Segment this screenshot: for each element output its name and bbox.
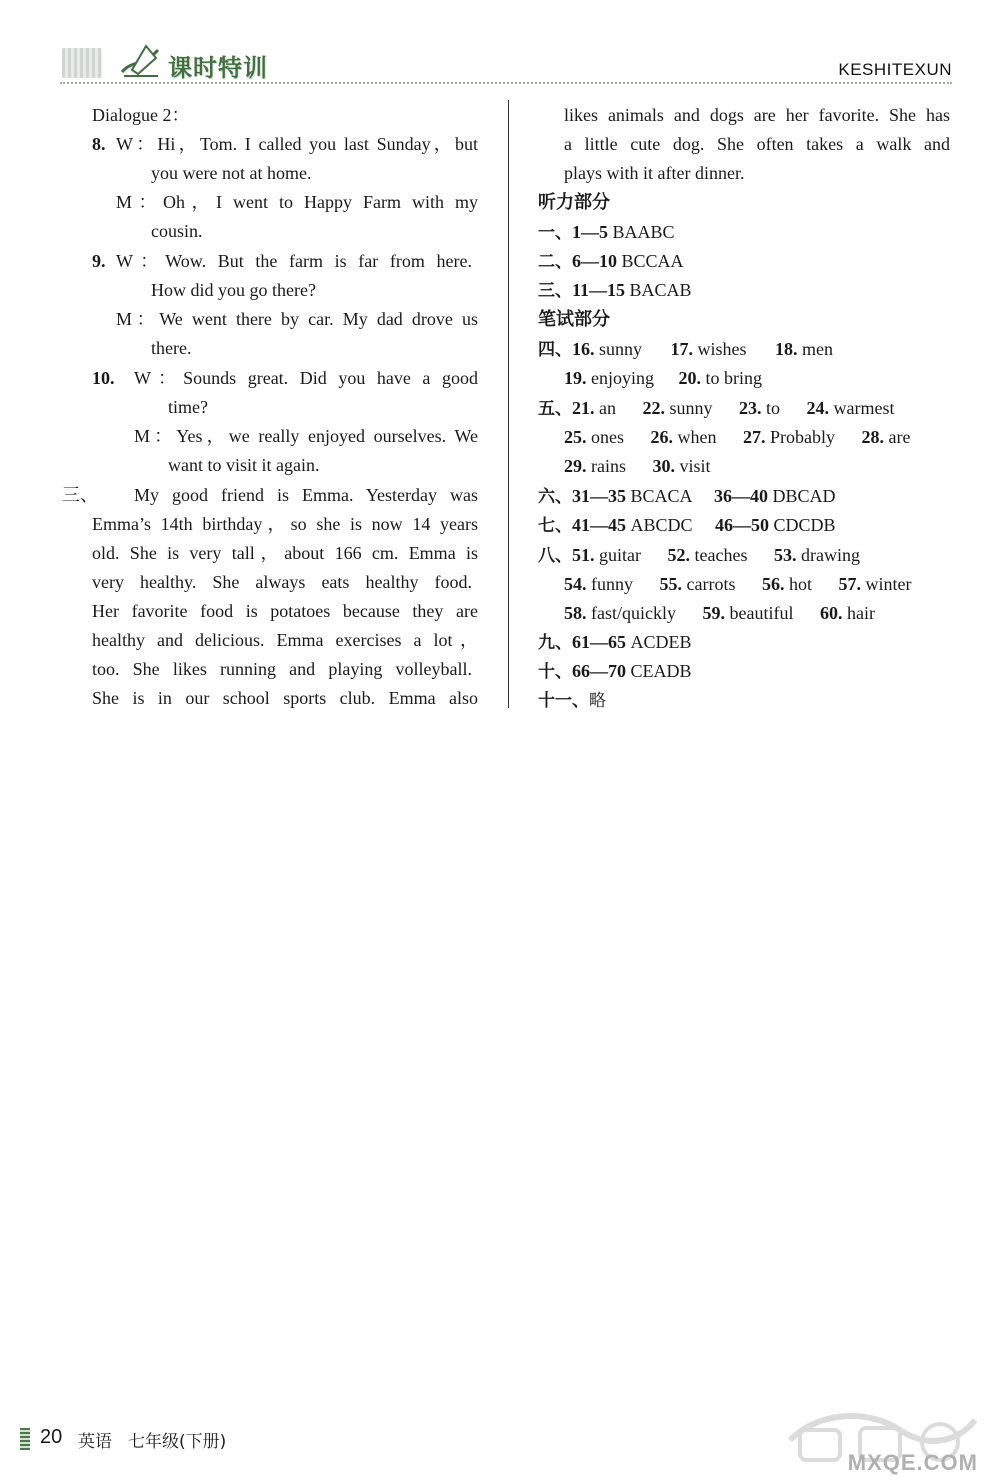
- answer-row-6: 六、31—35 BCACA 36—40 DBCAD: [538, 486, 836, 507]
- passage-line: plays with it after dinner.: [564, 163, 745, 183]
- passage-line: very healthy. She always eats healthy food.: [92, 572, 472, 592]
- q10-number: 10.: [92, 368, 115, 388]
- passage-line: old. She is very tall，about 166 cm. Emma is: [92, 543, 478, 563]
- header-rule: [60, 82, 952, 84]
- answer-row-10: 十、66—70 CEADB: [538, 661, 692, 682]
- column-divider: [508, 100, 509, 708]
- q10-m-line1: M：Yes，we really enjoyed ourselves. We: [134, 426, 478, 446]
- q10-w-line1: W：Sounds great. Did you have a good: [134, 368, 478, 388]
- dialogue-title: Dialogue 2：: [92, 105, 190, 125]
- answer-row-8b: 54. funny 55. carrots 56. hot 57. winter: [564, 574, 912, 594]
- answer-row-4: 四、16. sunny 17. wishes 18. men: [538, 339, 834, 360]
- q8-m-line2: cousin.: [151, 221, 203, 241]
- q8-w-line1: W：Hi，Tom. I called you last Sunday，but: [116, 134, 478, 154]
- watermark-text: MXQE.COM: [847, 1450, 978, 1475]
- answer-row-8: 八、51. guitar 52. teaches 53. drawing: [538, 545, 860, 566]
- q8-w-line2: you were not at home.: [151, 163, 312, 183]
- answer-row-1: 一、1—5 BAABC: [538, 222, 675, 243]
- passage-line: My good friend is Emma. Yesterday was: [134, 485, 478, 505]
- answer-row-3: 三、11—15 BACAB: [538, 280, 692, 301]
- answer-row-4b: 19. enjoying 20. to bring: [564, 368, 762, 388]
- answer-row-7: 七、41—45 ABCDC 46—50 CDCDB: [538, 515, 836, 536]
- q10-m-line2: want to visit it again.: [168, 455, 320, 475]
- grade-label: 七年级(下册): [128, 1432, 227, 1452]
- q10-w-line2: time?: [168, 397, 208, 417]
- logo-pattern: [62, 48, 102, 78]
- page-header: [0, 0, 1000, 96]
- passage-line: healthy and delicious. Emma exercises a lot，: [92, 630, 478, 650]
- q9-m-line1: M：We went there by car. My dad drove us: [116, 309, 478, 329]
- passage-label: 三、: [62, 485, 98, 505]
- answer-row-2: 二、6—10 BCCAA: [538, 251, 684, 272]
- brand-title: 课时特训: [168, 54, 268, 82]
- answer-row-8c: 58. fast/quickly 59. beautiful 60. hair: [564, 603, 875, 623]
- passage-line: likes animals and dogs are her favorite. She has: [564, 105, 950, 125]
- passage-line: Emma’s 14th birthday，so she is now 14 years: [92, 514, 478, 534]
- q8-number: 8.: [92, 134, 106, 154]
- answer-row-5: 五、21. an 22. sunny 23. to 24. warmest: [538, 398, 895, 419]
- answer-row-5b: 25. ones 26. when 27. Probably 28. are: [564, 427, 911, 447]
- answer-row-5c: 29. rains 30. visit: [564, 456, 711, 476]
- passage-line: a little cute dog. She often takes a walk and: [564, 134, 950, 154]
- brand-title-en: KESHITEXUN: [838, 60, 952, 79]
- q9-number: 9.: [92, 251, 106, 271]
- answer-row-11: 十一、略: [538, 691, 606, 711]
- q8-m-line1: M：Oh，I went to Happy Farm with my: [116, 192, 478, 212]
- footer-mark: [20, 1428, 30, 1450]
- q9-m-line2: there.: [151, 338, 192, 358]
- listening-title: 听力部分: [538, 192, 610, 213]
- answer-row-9: 九、61—65 ACDEB: [538, 632, 692, 653]
- writing-title: 笔试部分: [538, 309, 610, 330]
- q9-w-line2: How did you go there?: [151, 280, 316, 300]
- passage-line: She is in our school sports club. Emma also: [92, 688, 478, 708]
- passage-line: Her favorite food is potatoes because they are: [92, 601, 478, 621]
- page-number: 20: [40, 1426, 63, 1448]
- passage-line: too. She likes running and playing volleyball.: [92, 659, 472, 679]
- q9-w-line1: W：Wow. But the farm is far from here.: [116, 251, 472, 271]
- subject-label: 英语: [78, 1432, 112, 1452]
- pen-icon: [118, 40, 164, 80]
